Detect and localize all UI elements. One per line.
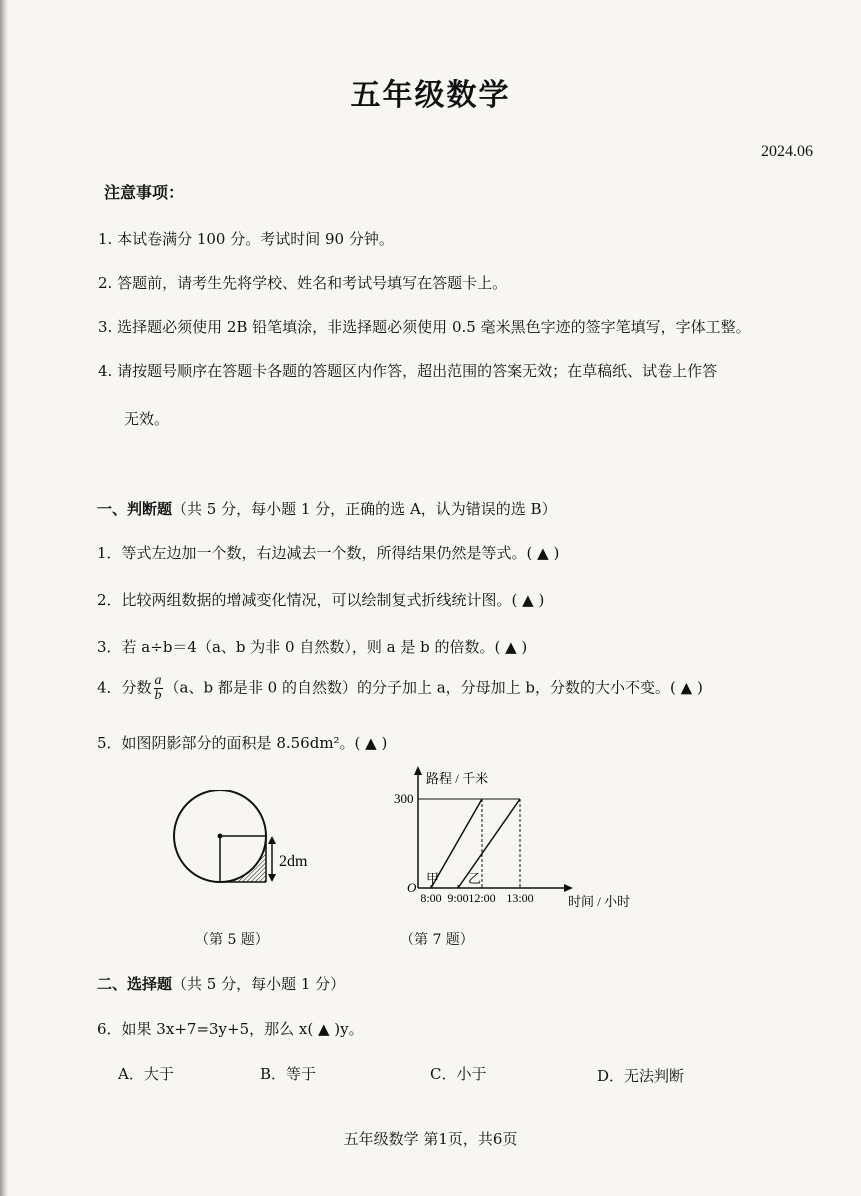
note-item: 1. 本试卷满分 100 分。考试时间 90 分钟。 [98, 230, 394, 248]
y-axis-label: 路程 / 千米 [426, 771, 489, 786]
question-4-prefix: 4．分数 [97, 678, 152, 697]
notes-heading: 注意事项： [104, 183, 185, 202]
option-a: A．大于 [118, 1065, 174, 1083]
x-tick-label: 9:00 [447, 891, 469, 905]
question-3: 3．若 a÷b＝4（a、b 为非 0 自然数），则 a 是 b 的倍数。( ▲ ) [97, 638, 528, 656]
question-6: 6．如果 3x+7=3y+5，那么 x( ▲ )y。 [97, 1020, 364, 1038]
dimension-label: 2dm [279, 853, 308, 870]
section-2-label: 二、选择题 [97, 975, 173, 993]
arrow-head-up-icon [268, 836, 276, 844]
fraction-denominator: b [154, 688, 162, 703]
origin-label: O [407, 880, 417, 895]
figure-7-caption: （第 7 题） [400, 932, 474, 948]
question-5: 5．如图阴影部分的面积是 8.56dm²。( ▲ ) [97, 734, 388, 752]
note-item: 无效。 [124, 410, 170, 428]
section-1-heading [97, 498, 557, 519]
section-2-desc: （共 5 分，每小题 1 分） [172, 975, 346, 993]
fraction-numerator: a [154, 673, 162, 688]
exam-date: 2024.06 [761, 143, 813, 160]
figure-7-chart [378, 764, 638, 914]
x-tick-label: 12:00 [468, 891, 496, 905]
note-item: 4. 请按题号顺序在答题卡各题的答题区内作答，超出范围的答案无效；在草稿纸、试卷上作答 [98, 362, 718, 380]
question-1: 1．等式左边加一个数，右边减去一个数，所得结果仍然是等式。( ▲ ) [97, 544, 560, 562]
option-d: D．无法判断 [597, 1067, 685, 1085]
x-tick-label: 8:00 [420, 891, 442, 905]
option-b: B．等于 [260, 1065, 317, 1083]
x-axis-arrow-icon [564, 884, 573, 892]
figure-5-caption: （第 5 题） [195, 932, 269, 948]
option-c: C．小于 [430, 1065, 487, 1083]
section-1-label: 一、判断题 [97, 500, 173, 518]
question-4-suffix: （a、b 都是非 0 的自然数）的分子加上 a，分母加上 b，分数的大小不变。( ▲ ) [164, 678, 703, 697]
center-point [218, 834, 223, 839]
series-label-yi: 乙 [468, 871, 482, 886]
arrow-head-down-icon [268, 874, 276, 882]
series-label-jia: 甲 [426, 871, 440, 886]
figure-5-diagram [160, 790, 340, 900]
x-tick-label: 13:00 [506, 891, 534, 905]
fraction-a-over-b [154, 674, 163, 703]
scan-edge [0, 0, 8, 1196]
note-item: 2. 答题前，请考生先将学校、姓名和考试号填写在答题卡上。 [98, 274, 508, 292]
page-title: 五年级数学 [350, 78, 511, 113]
question-2: 2．比较两组数据的增减变化情况，可以绘制复式折线统计图。( ▲ ) [97, 591, 545, 609]
page-footer: 五年级数学 第1页，共6页 [343, 1130, 518, 1148]
question-4 [97, 674, 703, 703]
section-2-heading [97, 973, 345, 994]
x-axis-label: 时间 / 小时 [568, 894, 631, 909]
section-1-desc: （共 5 分，每小题 1 分，正确的选 A，认为错误的选 B） [172, 500, 557, 518]
y-axis-arrow-icon [414, 766, 422, 775]
chart-marks [418, 799, 534, 905]
y-tick-label: 300 [394, 791, 414, 806]
note-item: 3. 选择题必须使用 2B 铅笔填涂，非选择题必须使用 0.5 毫米黑色字迹的签字笔填写，字体工整。 [98, 318, 751, 336]
